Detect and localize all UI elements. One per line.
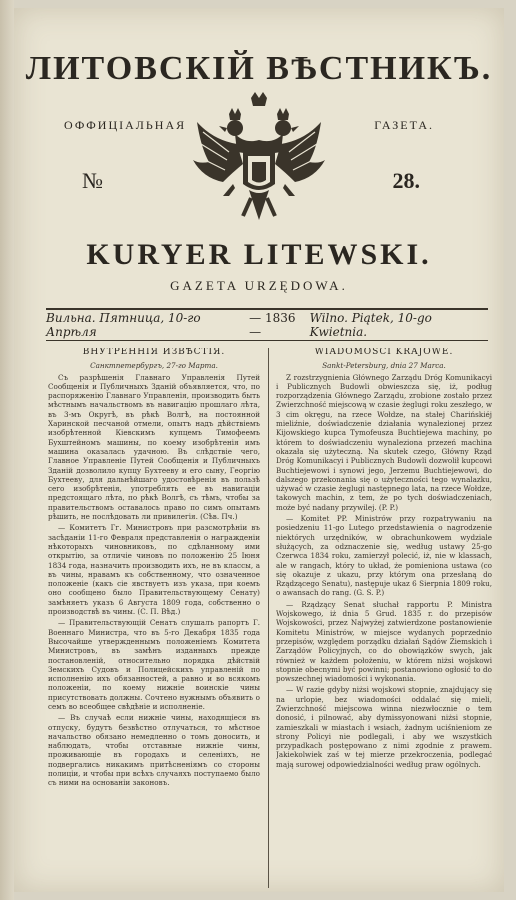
polish-column [276,348,492,888]
polish-paragraph: — Komitet PP. Ministrów przy rozpatrywaniu na posiedzeniu 11-go Lutego przedstawienia o nagrodzenie niektórych urzędników, w obrachunkowem wydziale służących, za odznaczenie się, według ustawy 25-go Czerwca 1834 roku, zamierzył polecić, iż, nie w klassach, ale w rangach, który to układ, że pomieniona ustawa (co się okazuje z ukazu, przy którym ona przesłaną do Rządzącego Senatu), następuje ukaz 6 Sierpnia 1809 roku, o awansach do rang. (G. S. P.) [276,514,492,598]
masthead-title: ЛИТОВСКІЙ ВѢСТНИКЪ. [25,50,493,87]
russian-dateline: Санктпетербургъ, 27-го Марта. [90,361,218,371]
dateline-russian: Вильна. Пятница, 10-го Апрѣля [46,311,201,339]
polish-section-heading: WIADOMOŚCI KRAJOWE. [314,348,454,357]
dateline-year: — 1836 — [249,311,296,339]
russian-section-heading: ВНУТРЕННІЯ ИЗВѢСТІЯ. [82,348,226,357]
russian-paragraph: — Правительствующій Сенатъ слушалъ рапортъ Г. Военнаго Министра, что въ 5-го Декабря 1835 года Высочайше утвержденнымъ положеніемъ Комитета Министровъ, въ замѣнъ изданныхъ прежде постановленій, относительно порядка дѣйствій Земскихъ Судовъ и Полицейскихъ управленій по исполненію ихъ обязанностей, а равно и во всякомъ положеніи, по коему нижніе воинскіе чины присутствовать должны. Сочтено нужнымъ объявить о семъ во всеобщее свѣдѣніе и исполненіе. [48,618,260,711]
polish-title: KURYER LITEWSKI. [86,238,432,271]
issue-number-label: № [82,168,103,193]
newspaper-page [14,8,504,892]
masthead-subtitle-left: ОФФИЦІАЛЬНАЯ [64,118,187,132]
polish-paragraph: Z rozstrzygnienia Głównego Zarządu Dróg Komunikacyi i Publicznych Budowli obwieszcza się, iż, podług rozporządzenia Głównego Zarządu, zrobione zostało przez Zwierzchność miejscową w czasie żeglugi roku zeszłego, w 3 cim okręgu, na rzece Wołdze, na stałej Charińskiéj mieliźnie, doświadczenie działania wynalezionej przez Kijowskiego kupca Tymofeusza Buchtiejewa machiny, po którem to doświadczeniu wynaleziona przezeń machina okazała się użyteczną. Na skutek czego, Główny Rząd Dróg Komunikacyi i Publicznych Budowli dozwolił kupcowi Buchtiejewowi i synowi jego, Jerzemu Buchtiejewowi, do dalszego przekonania się o użyteczności tego wynalazku, używać w czasie żeglugi następnego lata, na rzece Wołdze, takowych machin, z tem, że po tych doświadczeniach, może być nadany przywilej. (P. P.) [276,372,492,512]
russian-column [48,348,260,888]
polish-paragraph: — W razie gdyby niżsi wojskowi stopnie, znajdujący się na urlopie, bez wiadomości oddalać się mieli, Zwierzchność miejscowa winna niezwłocznie o tem donosić, i pilnować, aby dymissyonowani niżsi stopnie, zamieszkali w miastach i wsiach, żadnym uciśnieniom ze strony Policyi nie podlegali, i aby we wszystkich przypadkach postępowano z nimi zgodnie z prawem. Jakiekolwiek zaś w tej mierze przekroczenia, podlegać mają surowej odpowiedzialności według praw ogólnych. [276,685,492,769]
double-headed-eagle-emblem-icon [189,92,329,232]
column-divider [268,348,269,888]
russian-paragraph: Съ разрѣшенія Главнаго Управленія Путей Сообщенія и Публичныхъ Зданій объявляется, что, по распоряженію Главнаго Управленія, производить быть мѣстнымъ начальствомъ въ навигацію прошлаго лѣта, въ 3-мъ Округѣ, въ рѣкѣ Волгѣ, на постоянной Харинской песчаной отмели, опытъ надъ дѣйствіемъ изобрѣтенной Кіевскимъ купцемъ Тимофеемъ Бухштейномъ машины, по коему изобрѣтенія имъ машина оказалась удачною. Въ слѣдствіе чего, Главное Управленіе Путей Сообщенія и Публичныхъ Зданій дозволило купцу Бухтееву и его сыну, Георгію Бухтееву, для дальнѣйшаго удостовѣренія въ пользѣ сего изобрѣтенія, употреблять ее въ навигаціи предстоящаго лѣта, по рѣкѣ Волгѣ, съ тѣмъ, чтобы за правительствомъ оставалось право по симъ опытамъ рѣшить, не послѣдовать ли привилегія. (Сѣв. Пч.) [48,372,260,522]
polish-paragraph: — Rządzący Senat słuchał rapportu P. Ministra Wojskowego, iż dnia 5 Grud. 1835 r. do przepisów Wojskowości, przez Najwyżej zatwierdzone postanowienie Komitetu Ministrów, w miejsce wydanych poprzednio przepisów, względem porządku działań Sądów Ziemskich i Zarządów Policyjnych, co do obowiązków swych, jak również w każdem położeniu, w którem niżsi wojskowi stopnie obecnymi być powinni; postanowiono ogłosić to do powszechnej wiadomości i wykonania. [276,599,492,684]
dateline-bottom-rule [46,340,488,341]
dateline-top-rule [46,308,488,310]
issue-number: 28. [392,168,420,193]
polish-subtitle: GAZETA URZĘDOWA. [170,278,348,293]
dateline [46,313,488,337]
polish-dateline: Sankt-Petersburg, dnia 27 Marca. [322,361,446,371]
dateline-polish: Wilno. Piątek, 10-go Kwietnia. [309,311,432,339]
russian-paragraph: — Комитетъ Гг. Министровъ при разсмотрѣніи въ засѣданіи 11-го Февраля представленія о награжденіи нѣкоторыхъ чиновниковъ, по сдѣланному ими открытію, за отличіе чиновъ по положенію 25 Іюня 1834 года, назначить производить ихъ, не въ классы, а въ чины, нравамъ къ собственному, что означенное положеніе (какъ сіе явствуетъ изъ указа, при коемъ оно сообщено было Правительствующему Сенату) замѣняетъ указъ 6 Августа 1809 года, собственно о производствѣ въ чины. (С. П. Вѣд.) [48,523,260,617]
masthead-subtitle-right: ГАЗЕТА. [374,118,434,132]
page-binding-edge [0,0,14,900]
russian-paragraph: — Въ случаѣ если нижніе чины, находящіеся въ отпуску, будутъ безвѣстно отлучаться, то мѣстное начальство обязано немедленно о томъ доносить, и наблюдать, чтобы отставные нижніе чины, проживающіе въ городахъ и селеніяхъ, не подвергались никакимъ притѣсненіямъ со стороны полиціи, и чтобы при всѣхъ случаяхъ поступаемо было съ ними на основаніи законовъ. [48,713,260,788]
